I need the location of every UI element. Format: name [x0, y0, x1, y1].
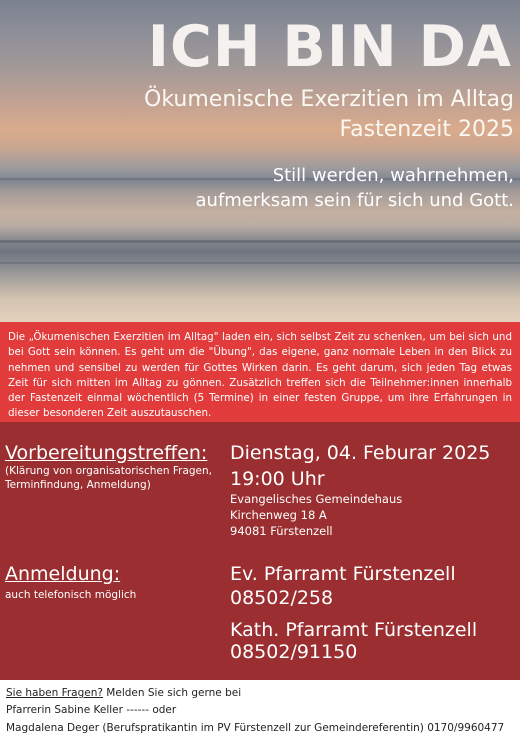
registration-heading: Anmeldung:	[5, 563, 121, 585]
office2-name: Kath. Pfarramt Fürstenzell	[230, 619, 478, 641]
meeting-heading: Vorbereitungstreffen:	[5, 442, 208, 464]
details-panel	[0, 422, 520, 680]
venue-street: Kirchenweg 18 A	[230, 508, 327, 522]
contact-line: Magdalena Deger (Berufspratikantin im PV Fürstenzell zur Gemeindereferentin) 0170/9960477	[6, 722, 505, 734]
subtitle-year: Fastenzeit 2025	[339, 117, 514, 142]
office2-phone: 08502/91150	[230, 641, 358, 663]
footer-question-line	[6, 687, 241, 699]
meeting-note: (Klärung von organisatorischen Fragen,	[5, 465, 212, 477]
horizon-streak	[0, 262, 520, 264]
meeting-note: Terminfindung, Anmeldung)	[5, 479, 151, 491]
horizon-streak	[0, 240, 520, 243]
meeting-date: Dienstag, 04. Feburar 2025	[230, 442, 491, 464]
footer-contact	[0, 680, 520, 739]
registration-note: auch telefonisch möglich	[5, 589, 137, 601]
contact-line: Pfarrerin Sabine Keller ------ oder	[6, 704, 177, 716]
venue-city: 94081 Fürstenzell	[230, 524, 333, 538]
question-rest: Melden Sie sich gerne bei	[102, 687, 242, 699]
tagline: aufmerksam sein für sich und Gott.	[195, 190, 514, 211]
venue-name: Evangelisches Gemeindehaus	[230, 492, 403, 506]
subtitle: Ökumenische Exerzitien im Alltag	[144, 87, 514, 112]
intro-paragraph: Die „Ökumenischen Exerzitien im Alltag" laden ein, sich selbst Zeit zu schenken, um bei sich und bei Gott sein können. Es geht um die "Übung", das eigene, ganz normale Leben in den Blick zu nehmen und sensibel zu werden für Gottes Wirken darin. Es geht darum, sich jeden Tag etwas Zeit für sich mitten im Alltag zu gönnen. Zusätzlich treffen sich die Teilnehmer:innen innerhalb der Fastenzeit einmal wöchentlich (5 Termine) in einer festen Gruppe, um ihre Erfahrungen in dieser besonderen Zeit auszutauschen.	[0, 322, 520, 422]
hero-image	[0, 0, 520, 322]
question-label: Sie haben Fragen?	[6, 687, 103, 699]
tagline: Still werden, wahrnehmen,	[272, 165, 514, 186]
page-title: ICH BIN DA	[147, 14, 512, 80]
meeting-time: 19:00 Uhr	[230, 468, 325, 490]
office1-phone: 08502/258	[230, 587, 334, 609]
office1-name: Ev. Pfarramt Fürstenzell	[230, 563, 456, 585]
